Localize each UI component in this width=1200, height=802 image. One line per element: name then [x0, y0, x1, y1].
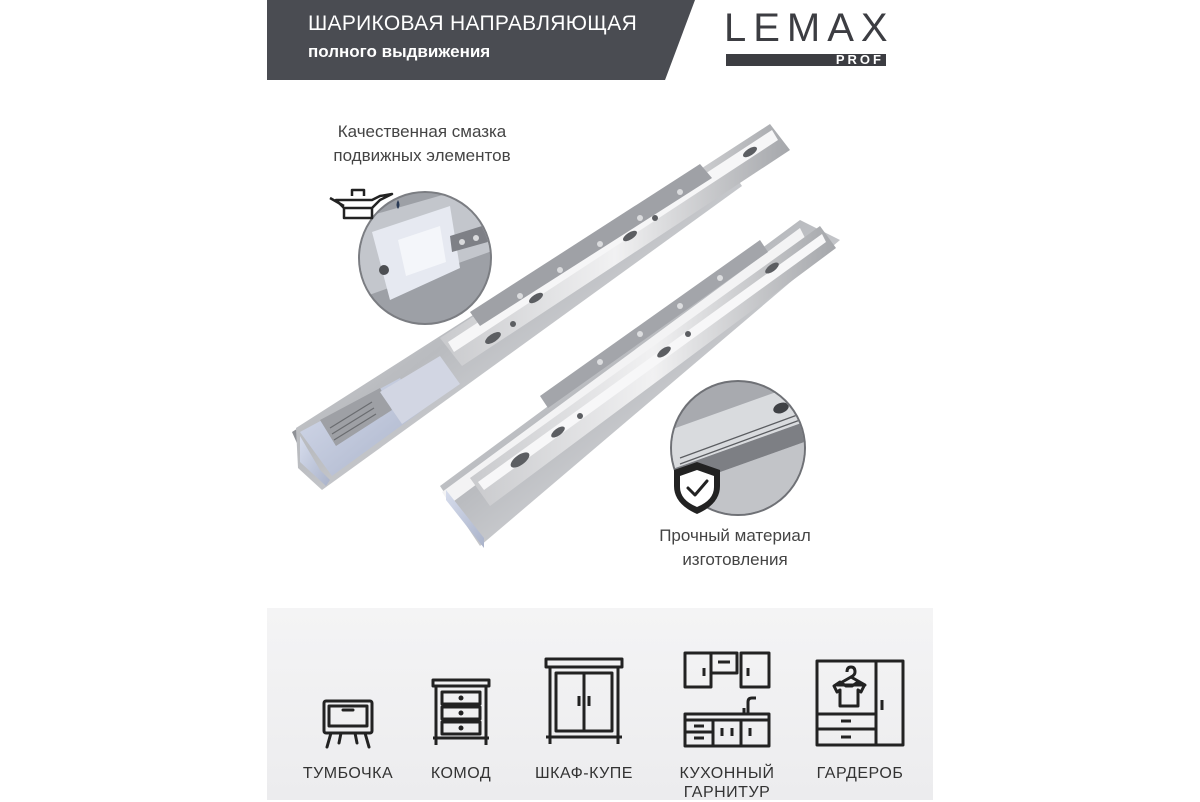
- kitchen-set-icon: [682, 650, 772, 748]
- lubrication-note-line-2: подвижных элементов: [333, 146, 511, 165]
- dressing-room-icon: [814, 658, 906, 748]
- usage-label-kitchen: КУХОННЫЙ ГАРНИТУР: [679, 765, 775, 801]
- lubrication-note: [322, 120, 522, 168]
- usage-label-nightstand: ТУМБОЧКА: [302, 765, 394, 782]
- product-title: ШАРИКОВАЯ НАПРАВЛЯЮЩАЯ: [308, 12, 638, 35]
- brand-name: LEMAX: [724, 6, 895, 50]
- material-note: [630, 524, 840, 572]
- lubrication-note-line-1: Качественная смазка: [337, 122, 507, 141]
- zoom-detail-lubrication: [355, 180, 495, 328]
- product-subtitle: полного выдвижения: [308, 42, 491, 61]
- material-note-line-1: Прочный материал: [659, 526, 811, 545]
- nightstand-icon: [321, 698, 375, 750]
- usage-item-wardrobe: [519, 608, 649, 800]
- usage-item-nightstand: [293, 608, 403, 800]
- usage-label-wardrobe: ШКАФ-КУПЕ: [535, 765, 633, 782]
- brand-sub: PROF: [835, 52, 884, 67]
- wardrobe-icon: [543, 656, 625, 748]
- usage-panel: [267, 608, 933, 800]
- brand-logo: [724, 6, 895, 68]
- chest-of-drawers-icon: [431, 678, 491, 748]
- usage-item-kitchen: [657, 608, 797, 800]
- usage-item-dressing-room: [787, 608, 933, 800]
- usage-label-dressing-room: ГАРДЕРОБ: [816, 765, 904, 782]
- usage-label-chest: КОМОД: [430, 765, 492, 782]
- usage-item-chest: [403, 608, 519, 800]
- material-note-line-2: изготовления: [682, 550, 788, 569]
